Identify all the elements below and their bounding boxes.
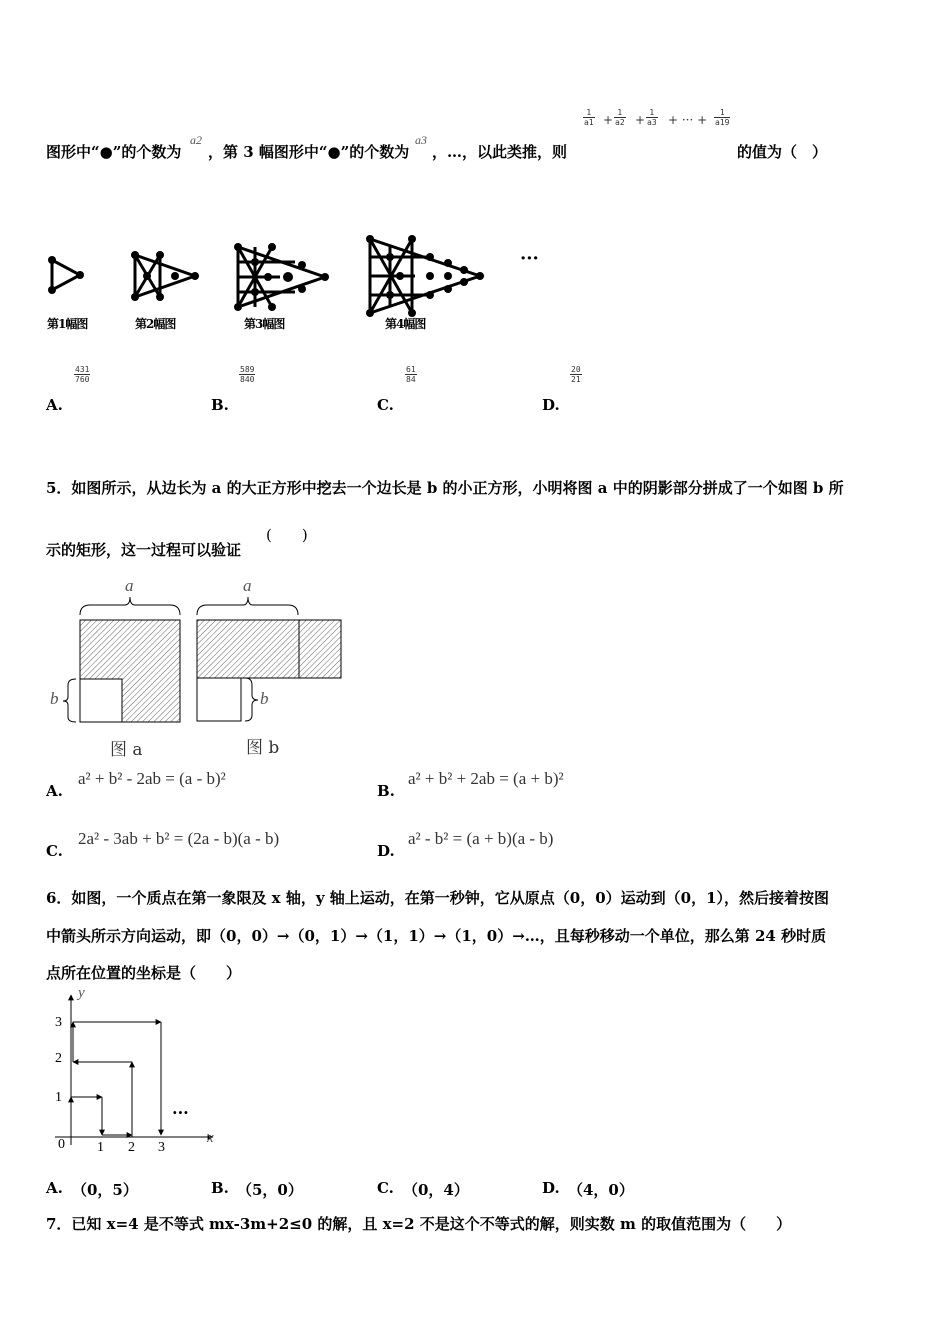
- q6-axis-y-label: y: [78, 985, 85, 1001]
- q6-tick-x1: 1: [97, 1140, 104, 1155]
- q4-stem-part4: 的值为（ ）: [737, 143, 828, 161]
- fig2-label: 第2幅图: [135, 317, 176, 331]
- q6-option-b-text: （5，0）: [237, 1181, 303, 1199]
- q6-origin-label: 0: [58, 1137, 65, 1152]
- fig-a-square: [80, 620, 180, 722]
- q4-a2-label: a2: [190, 133, 202, 147]
- q4-option-c-letter: C.: [377, 396, 394, 414]
- q5-option-c-expr: 2a² - 3ab + b² = (2a - b)(a - b): [78, 829, 280, 848]
- q6-stem-line3: 点所在位置的坐标是（ ）: [46, 964, 242, 982]
- fig-b-brace-right: [245, 678, 258, 721]
- q6-tick-y2: 2: [55, 1051, 62, 1066]
- q6-option-b-letter: B.: [211, 1179, 229, 1197]
- q4-option-b-value: $\frac{589}{840}$: [240, 365, 255, 384]
- q7-stem-line1: 7．已知 x=4 是不等式 mx-3m+2≤0 的解，且 x=2 不是这个不等式的解，则实数 m 的取值范围为（ ）: [46, 1215, 792, 1233]
- q5-figure: [40, 575, 360, 760]
- q6-tick-y1: 1: [55, 1090, 62, 1105]
- q5-paren: ( ): [266, 526, 308, 544]
- fig-b-var-a: a: [243, 576, 252, 595]
- q6-axis-x-label: x: [207, 1130, 214, 1146]
- sum-plus-1: +: [603, 113, 614, 127]
- fig3-triangle: [238, 247, 325, 307]
- q5-option-d-expr: a² - b² = (a + b)(a - b): [408, 829, 554, 848]
- q4-a3-label: a3: [415, 133, 427, 147]
- q4-stem-part1: 图形中“●”的个数为: [46, 143, 182, 161]
- fig1-triangle: [52, 260, 80, 290]
- fig-b-var-b: b: [260, 689, 269, 708]
- q6-stem-line2: 中箭头所示方向运动，即（0，0）→（0，1）→（1，1）→（1，0）→…，且每秒移动一个单位，那么第 24 秒时质: [46, 927, 827, 945]
- q6-tick-y3: 3: [55, 1015, 62, 1030]
- q4-option-a-letter: A.: [46, 396, 63, 414]
- q4-option-b-letter: B.: [211, 396, 229, 414]
- q5-option-c-letter: C.: [46, 842, 63, 860]
- fig-b-brace-top: [197, 597, 298, 615]
- q5-option-a-expr: a² + b² - 2ab = (a - b)²: [78, 769, 226, 788]
- q6-more-dots: ···: [172, 1103, 189, 1122]
- q4-option-c-value: $\frac{61}{84}$: [406, 365, 416, 384]
- q6-option-d-letter: D.: [542, 1179, 560, 1197]
- fig-a-var-a: a: [125, 576, 134, 595]
- q6-option-c-text: （0，4）: [403, 1181, 469, 1199]
- q4-pattern-figures: [40, 225, 560, 340]
- q5-option-b-letter: B.: [377, 782, 395, 800]
- sum-term-1: $\frac{1}{a1}$: [584, 108, 594, 127]
- fig1-label: 第1幅图: [47, 317, 88, 331]
- sum-term-19: $\frac{1}{a19}$: [715, 108, 730, 127]
- sum-term-3: $\frac{1}{a3}$: [647, 108, 657, 127]
- q5-option-a-letter: A.: [46, 782, 63, 800]
- fig-b-caption: 图 b: [246, 738, 280, 758]
- q4-more-dots: ···: [520, 248, 539, 269]
- q5-option-d-letter: D.: [377, 842, 395, 860]
- q6-stem-line1: 6．如图，一个质点在第一象限及 x 轴，y 轴上运动，在第一秒钟，它从原点（0，0）运动到（0，1），然后接着按图: [46, 889, 830, 907]
- q6-option-c-letter: C.: [377, 1179, 394, 1197]
- q6-option-a-text: （0，5）: [72, 1181, 138, 1199]
- fig-a-brace-top: [80, 597, 180, 615]
- q4-option-d-letter: D.: [542, 396, 560, 414]
- q4-stem-part2: ，第 3 幅图形中“●”的个数为: [208, 143, 410, 161]
- q5-stem-line1: 5．如图所示，从边长为 a 的大正方形中挖去一个边长是 b 的小正方形，小明将图 a 中的阴影部分拼成了一个如图 b 所: [46, 479, 844, 497]
- q4-stem-part3: ，…，以此类推，则: [432, 143, 568, 161]
- q6-tick-x2: 2: [128, 1140, 135, 1155]
- q6-option-d-text: （4，0）: [568, 1181, 634, 1199]
- sum-plus-2: +: [635, 113, 646, 127]
- q6-tick-x3: 3: [158, 1140, 165, 1155]
- q4-option-d-value: $\frac{20}{21}$: [571, 365, 581, 384]
- q6-path-figure: [45, 985, 225, 1160]
- fig-a-caption: 图 a: [110, 740, 143, 760]
- q4-option-a-value: $\frac{431}{760}$: [75, 365, 90, 384]
- q5-option-b-expr: a² + b² + 2ab = (a + b)²: [408, 769, 564, 788]
- fig-a-brace-left: [63, 679, 76, 722]
- fig3-label: 第3幅图: [244, 317, 285, 331]
- fig4-triangle: [370, 239, 480, 313]
- sum-term-2: $\frac{1}{a2}$: [615, 108, 625, 127]
- fig-b-rectangle: [197, 620, 341, 721]
- fig4-label: 第4幅图: [385, 317, 426, 331]
- fig-a-var-b: b: [50, 689, 59, 708]
- sum-ellipsis: + ··· +: [668, 113, 708, 127]
- q6-option-a-letter: A.: [46, 1179, 63, 1197]
- q5-stem-line2: 示的矩形，这一过程可以验证: [46, 541, 242, 559]
